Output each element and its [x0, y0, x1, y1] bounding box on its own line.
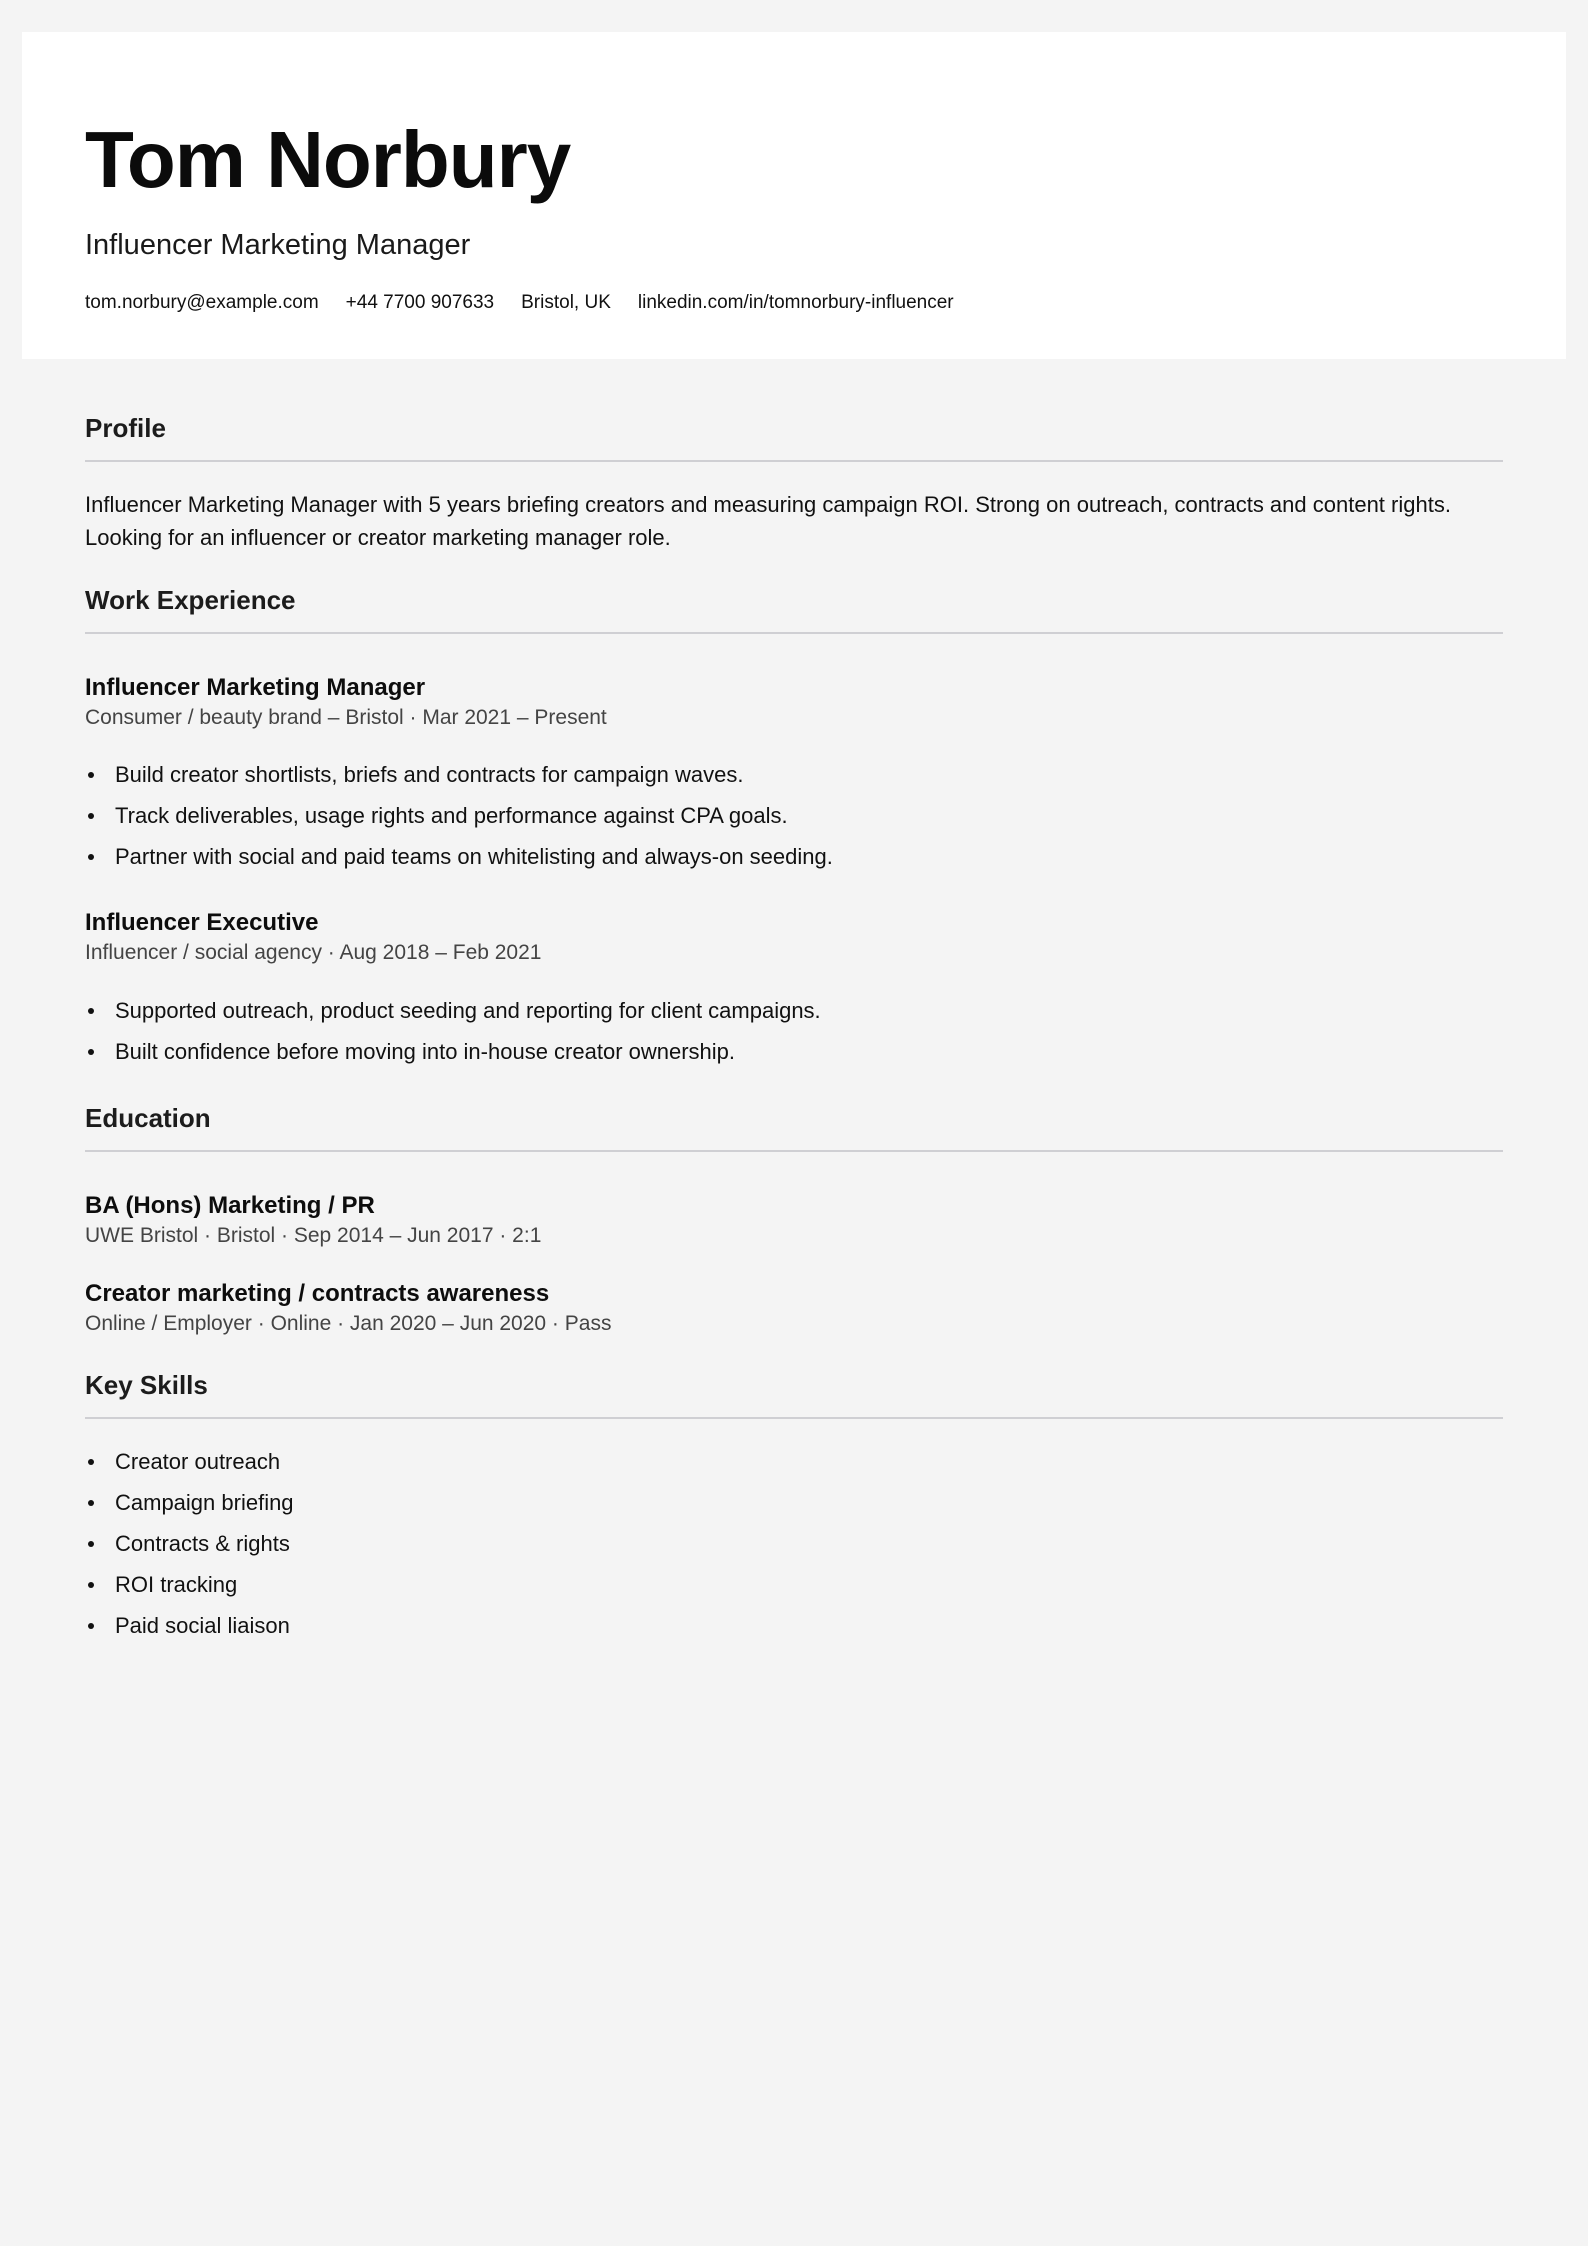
job-meta: Influencer / social agency · Aug 2018 – Feb 2021: [85, 941, 542, 965]
experience-section: [85, 584, 1503, 1072]
job-bullets: [85, 990, 1503, 1072]
candidate-title: Influencer Marketing Manager: [85, 229, 471, 261]
skills-list: [85, 1441, 1503, 1646]
skill-item: Creator outreach: [85, 1441, 1503, 1482]
education-meta: UWE Bristol · Bristol · Sep 2014 – Jun 2017 · 2:1: [85, 1223, 542, 1247]
contact-linkedin[interactable]: linkedin.com/in/tomnorbury-influencer: [637, 292, 954, 313]
job-title: Influencer Executive: [85, 909, 319, 937]
contact-phone[interactable]: +44 7700 907633: [345, 292, 495, 313]
education-section: [85, 1102, 1503, 1339]
skill-item: Paid social liaison: [85, 1605, 1503, 1646]
skills-section: [85, 1369, 1503, 1646]
job-entry: [85, 672, 1503, 878]
profile-text: Influencer Marketing Manager with 5 years briefing creators and measuring campaign ROI. Strong on outreach, contracts and content rights. Looking for an influencer or creator marketing manager role.: [85, 491, 1451, 550]
contact-email[interactable]: tom.norbury@example.com: [85, 292, 319, 313]
education-entry: [85, 1190, 1503, 1251]
job-bullet: Built confidence before moving into in-house creator ownership.: [85, 1031, 1503, 1072]
job-bullet: Track deliverables, usage rights and performance against CPA goals.: [85, 795, 1503, 836]
resume-body: [85, 412, 1503, 1646]
job-bullet: Build creator shortlists, briefs and contracts for campaign waves.: [85, 754, 1503, 795]
job-bullet: Supported outreach, product seeding and reporting for client campaigns.: [85, 990, 1503, 1031]
profile-heading: Profile: [85, 412, 1503, 462]
skill-item: Contracts & rights: [85, 1523, 1503, 1564]
job-entry: [85, 907, 1503, 1072]
education-title: BA (Hons) Marketing / PR: [85, 1191, 375, 1219]
contact-row: [85, 292, 954, 315]
job-bullet: Partner with social and paid teams on whitelisting and always-on seeding.: [85, 836, 1503, 877]
skill-item: ROI tracking: [85, 1564, 1503, 1605]
job-bullets: [85, 754, 1503, 877]
contact-location: Bristol, UK: [521, 292, 611, 313]
experience-heading: Work Experience: [85, 584, 1503, 634]
skills-heading: Key Skills: [85, 1369, 1503, 1419]
job-title: Influencer Marketing Manager: [85, 673, 426, 701]
education-meta: Online / Employer · Online · Jan 2020 – Jun 2020 · Pass: [85, 1312, 612, 1336]
education-heading: Education: [85, 1102, 1503, 1152]
education-title: Creator marketing / contracts awareness: [85, 1280, 550, 1308]
profile-section: [85, 412, 1503, 554]
skill-item: Campaign briefing: [85, 1482, 1503, 1523]
resume-header: [22, 32, 1566, 359]
candidate-name: Tom Norbury: [85, 115, 571, 204]
job-meta: Consumer / beauty brand – Bristol · Mar 2021 – Present: [85, 705, 607, 729]
education-entry: [85, 1278, 1503, 1339]
